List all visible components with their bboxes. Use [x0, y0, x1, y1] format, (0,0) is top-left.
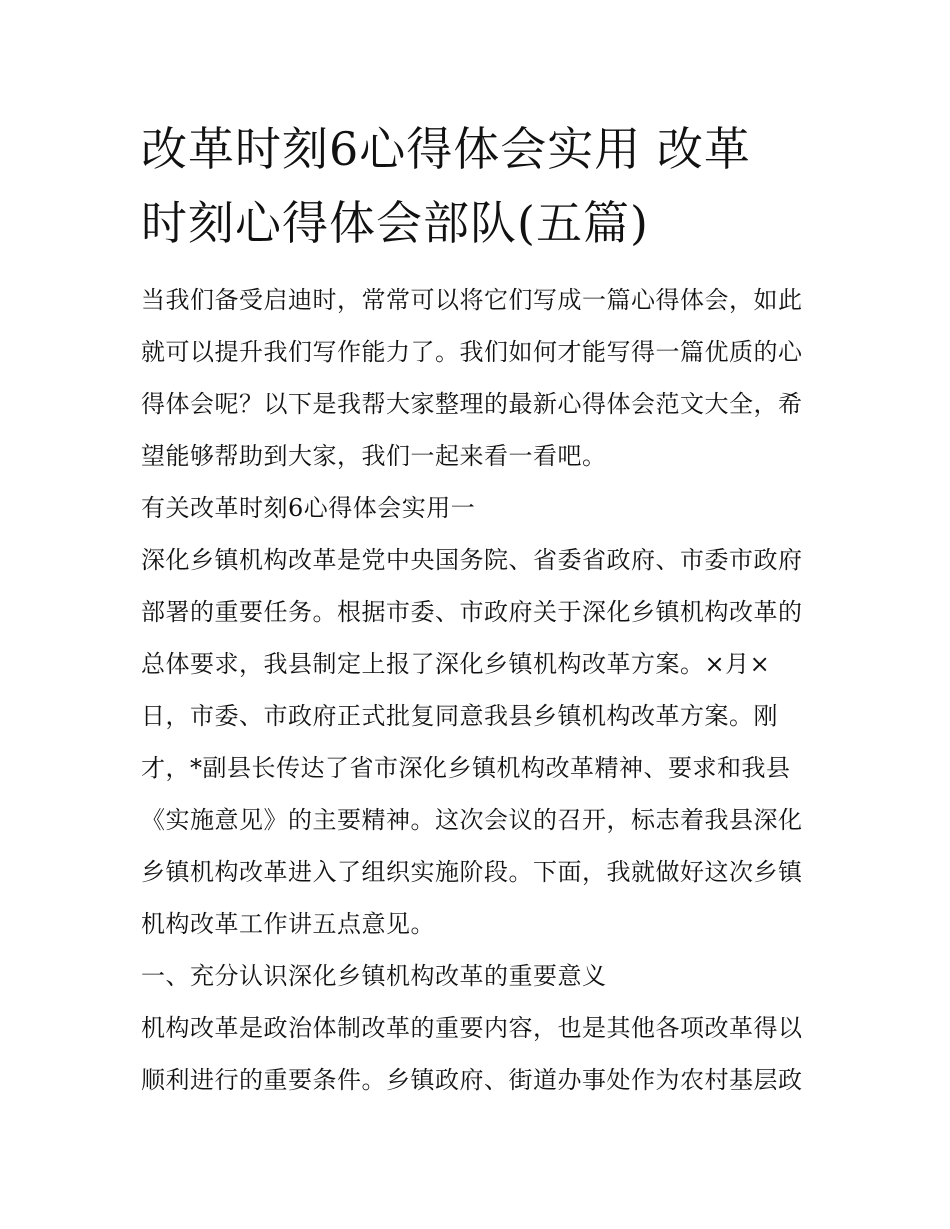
body-line: 当我们备受启迪时，常常可以将它们写成一篇心得体会，如此 [141, 286, 803, 314]
body-line: 得体会呢？以下是我帮大家整理的最新心得体会范文大全，希 [141, 390, 803, 418]
document-page [141, 112, 813, 1106]
body-line: 《实施意见》的主要精神。这次会议的召开，标志着我县深化 [141, 806, 803, 834]
title-line-1: 改革时刻6心得体会实用 改革 [141, 122, 751, 176]
body-line: 顺利进行的重要条件。乡镇政府、街道办事处作为农村基层政 [141, 1066, 803, 1094]
body-line: 部署的重要任务。根据市委、市政府关于深化乡镇机构改革的 [141, 598, 803, 626]
body-line: 日，市委、市政府正式批复同意我县乡镇机构改革方案。刚 [141, 702, 778, 730]
document-body [141, 274, 813, 1106]
body-line: 机构改革工作讲五点意见。 [141, 910, 435, 938]
body-line: 乡镇机构改革进入了组织实施阶段。下面，我就做好这次乡镇 [141, 858, 803, 886]
section-heading: 有关改革时刻6心得体会实用一 [141, 494, 476, 522]
body-line: 深化乡镇机构改革是党中央国务院、省委省政府、市委市政府 [141, 546, 803, 574]
body-line: 才，*副县长传达了省市深化乡镇机构改革精神、要求和我县 [141, 754, 791, 782]
body-line: 就可以提升我们写作能力了。我们如何才能写得一篇优质的心 [141, 338, 803, 366]
title-line-2: 时刻心得体会部队(五篇) [141, 196, 649, 250]
document-title [141, 112, 813, 260]
section-heading: 一、充分认识深化乡镇机构改革的重要意义 [141, 962, 607, 990]
body-line: 望能够帮助到大家，我们一起来看一看吧。 [141, 442, 607, 470]
body-line: 总体要求，我县制定上报了深化乡镇机构改革方案。×月× [141, 650, 771, 678]
body-line: 机构改革是政治体制改革的重要内容，也是其他各项改革得以 [141, 1014, 803, 1042]
